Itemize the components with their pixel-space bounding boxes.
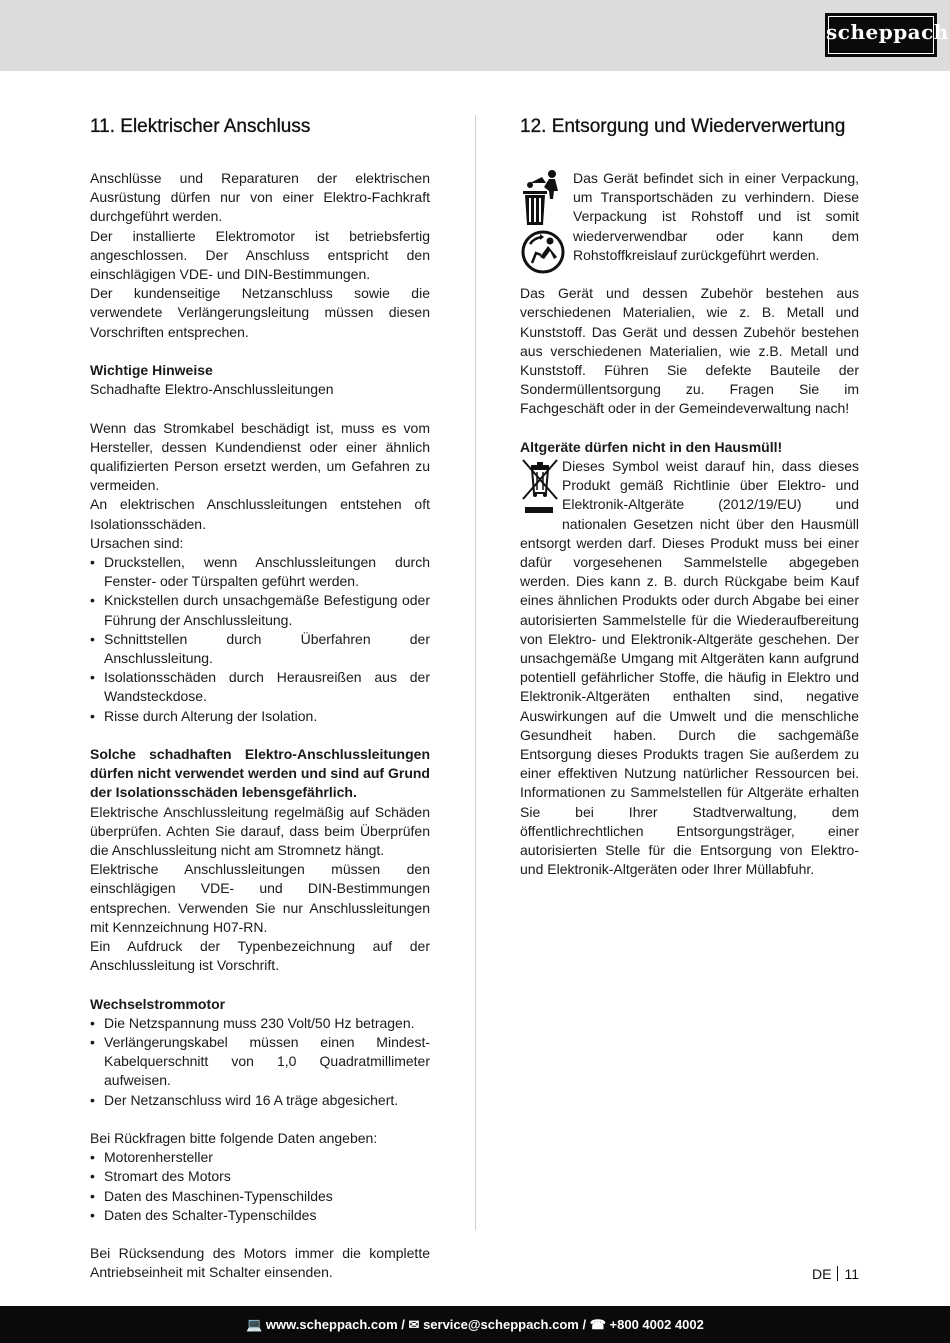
list-item: • Die Netzspannung muss 230 Volt/50 Hz betragen. bbox=[90, 1014, 430, 1033]
packaging-icons bbox=[520, 169, 564, 275]
list-item: • Stromart des Motors bbox=[90, 1167, 430, 1186]
list-item: • Schnittstellen durch Überfahren der Anschlussleitung. bbox=[90, 630, 430, 668]
subheading: Wechselstrommotor bbox=[90, 995, 226, 1012]
paragraph: Ursachen sind: bbox=[90, 534, 184, 551]
subheading: Wichtige Hinweise bbox=[90, 362, 213, 379]
mail-icon: ✉ bbox=[408, 1317, 420, 1332]
inquiry-list bbox=[90, 1148, 430, 1225]
paragraph: Das Gerät und dessen Zubehör bestehen aus verschiedenen Materialien, wie z. B. Metall und Kunststoff. Das Gerät und dessen Zubehör bestehen aus verschiedenen Materialien, wie z.B. Metall und Kunststoff. Führen Sie defekte Bauteile der Sondermüllentsorgung zu. Fragen Sie im Fachgeschäft oder in der Gemeindeverwaltung nach! bbox=[520, 285, 859, 417]
paragraph: An elektrischen Anschlussleitungen entstehen oft Isolationsschäden. bbox=[90, 496, 430, 532]
separator: / bbox=[401, 1317, 405, 1332]
paragraph: Der kundenseitige Netzanschluss sowie die verwendete Verlängerungsleitung müssen diesen Vorschriften entsprechen. bbox=[90, 285, 430, 340]
paragraph: Das Gerät befindet sich in einer Verpackung, um Transportschäden zu verhindern. Diese Verpackung ist Rohstoff und ist somit wiederverwendbar oder kann dem Rohstoffkreislauf zurückgeführt werden. bbox=[573, 170, 859, 263]
subheading: Altgeräte dürfen nicht in den Hausmüll! bbox=[520, 438, 783, 455]
warning-text: Solche schadhaften Elektro-Anschlussleitungen dürfen nicht verwendet werden und sind auf Grund der Isolationsschäden lebensgefährlich. bbox=[90, 746, 430, 801]
paragraph: Bei Rückfragen bitte folgende Daten angeben: bbox=[90, 1130, 378, 1147]
list-item: • Isolationsschäden durch Herausreißen aus der Wandsteckdose. bbox=[90, 668, 430, 706]
header-band bbox=[0, 0, 950, 71]
brand-logo-text: scheppach bbox=[826, 20, 949, 44]
list-item: • Risse durch Alterung der Isolation. bbox=[90, 707, 430, 726]
list-item: • Motorenhersteller bbox=[90, 1148, 430, 1167]
section-heading: 11. Elektrischer Anschluss bbox=[90, 116, 311, 137]
section-heading: 12. Entsorgung und Wiederverwertung bbox=[520, 116, 846, 137]
list-item: • Verlängerungskabel müssen einen Mindest-Kabelquerschnitt von 1,0 Quadratmillimeter aufweisen. bbox=[90, 1033, 430, 1091]
page-number bbox=[812, 1266, 859, 1282]
language-code: DE bbox=[812, 1266, 832, 1282]
crossed-bin-icon bbox=[520, 457, 560, 517]
list-item: • Daten des Maschinen-Typenschildes bbox=[90, 1187, 430, 1206]
separator: / bbox=[582, 1317, 587, 1332]
paragraph: Elektrische Anschlussleitungen müssen den einschlägigen VDE- und DIN-Bestimmungen entsprechen. Verwenden Sie nur Anschlussleitungen mit Kennzeichnung H07-RN. bbox=[90, 861, 430, 935]
section-electrical-connection bbox=[90, 115, 430, 1283]
paragraph: Wenn das Stromkabel beschädigt ist, muss es vom Hersteller, dessen Kundendienst oder einer ähnlich qualifizierten Person ersetzt werden, um Gefahren zu vermeiden. bbox=[90, 419, 430, 494]
paragraph: Ein Aufdruck der Typenbezeichnung auf der Anschlussleitung ist Vorschrift. bbox=[90, 938, 430, 974]
phone-number[interactable]: +800 4002 4002 bbox=[609, 1317, 704, 1332]
trash-bin-icon bbox=[520, 169, 566, 227]
paragraph: Schadhafte Elektro-Anschlussleitungen bbox=[90, 381, 334, 398]
paragraph: Dieses Symbol weist darauf hin, dass dieses Produkt gemäß Richtlinie über Elektro- und Elektronik-Altgeräte (2012/19/EU) und nationalen Gesetzen nicht über den Hausmüll entsorgt werden darf. Dieses Produkt muss bei einer dafür vorgesehenen Sammelstelle abgegeben werden. Dies kann z. B. durch Rückgabe beim Kauf eines ähnlichen Produkts oder durch Abgabe bei einer autorisierten Sammelstelle für die Wiederaufbereitung von Elektro- und Elektronik-Altgeräte geschehen. Der unsachgemäße Umgang mit Altgeräten kann aufgrund potentiell gefährlicher Stoffe, die häufig in Elektro und Elektronik-Altgeräten enthalten sind, negative Auswirkungen auf die Umwelt und die menschliche Gesundheit haben. Durch die sachgemäße Entsorgung dieses Produkts tragen Sie außerdem zu einer effektiven Nutzung natürlicher Ressourcen bei. Informationen zu Sammelstellen für Altgeräte erhalten Sie bei Ihrer Stadtverwaltung, dem öffentlichrechtlichen Entsorgungsträger, einer autorisierten Stelle für die Entsorgung von Elektro- und Elektronik-Altgeräten oder Ihrer Müllabfuhr. bbox=[520, 458, 859, 878]
paragraph: Anschlüsse und Reparaturen der elektrischen Ausrüstung dürfen nur von einer Elektro-Fachkraft durchgeführt werden. bbox=[90, 170, 430, 225]
footer bbox=[0, 1306, 950, 1343]
computer-icon: 💻 bbox=[246, 1317, 263, 1332]
phone-icon: ☎ bbox=[589, 1317, 606, 1332]
packaging-block bbox=[520, 169, 859, 265]
recycling-icon bbox=[520, 229, 566, 275]
section-disposal bbox=[520, 115, 859, 879]
brand-logo bbox=[825, 13, 949, 57]
paragraph: Der installierte Elektromotor ist betriebsfertig angeschlossen. Der Anschluss entspricht den einschlägigen VDE- und DIN-Bestimmungen. bbox=[90, 227, 430, 283]
paragraph: Elektrische Anschlussleitung regelmäßig auf Schäden überprüfen. Achten Sie darauf, dass beim Überprüfen die Anschlussleitung nicht am Stromnetz hängt. bbox=[90, 803, 430, 859]
list-item: • Daten des Schalter-Typenschildes bbox=[90, 1206, 430, 1225]
list-item: • Druckstellen, wenn Anschlussleitungen durch Fenster- oder Türspalten geführt werden. bbox=[90, 553, 430, 591]
motor-list bbox=[90, 1014, 430, 1110]
weee-block bbox=[520, 457, 859, 879]
email-link[interactable]: service@scheppach.com bbox=[423, 1317, 579, 1332]
causes-list bbox=[90, 553, 430, 726]
list-item: • Knickstellen durch unsachgemäße Befestigung oder Führung der Anschlussleitung. bbox=[90, 591, 430, 629]
website-link[interactable]: www.scheppach.com bbox=[265, 1317, 398, 1332]
page-number-value: 11 bbox=[844, 1266, 859, 1282]
paragraph: Bei Rücksendung des Motors immer die komplette Antriebseinheit mit Schalter einsenden. bbox=[90, 1245, 430, 1281]
list-item: • Der Netzanschluss wird 16 A träge abgesichert. bbox=[90, 1091, 430, 1110]
column-divider bbox=[475, 115, 476, 1230]
